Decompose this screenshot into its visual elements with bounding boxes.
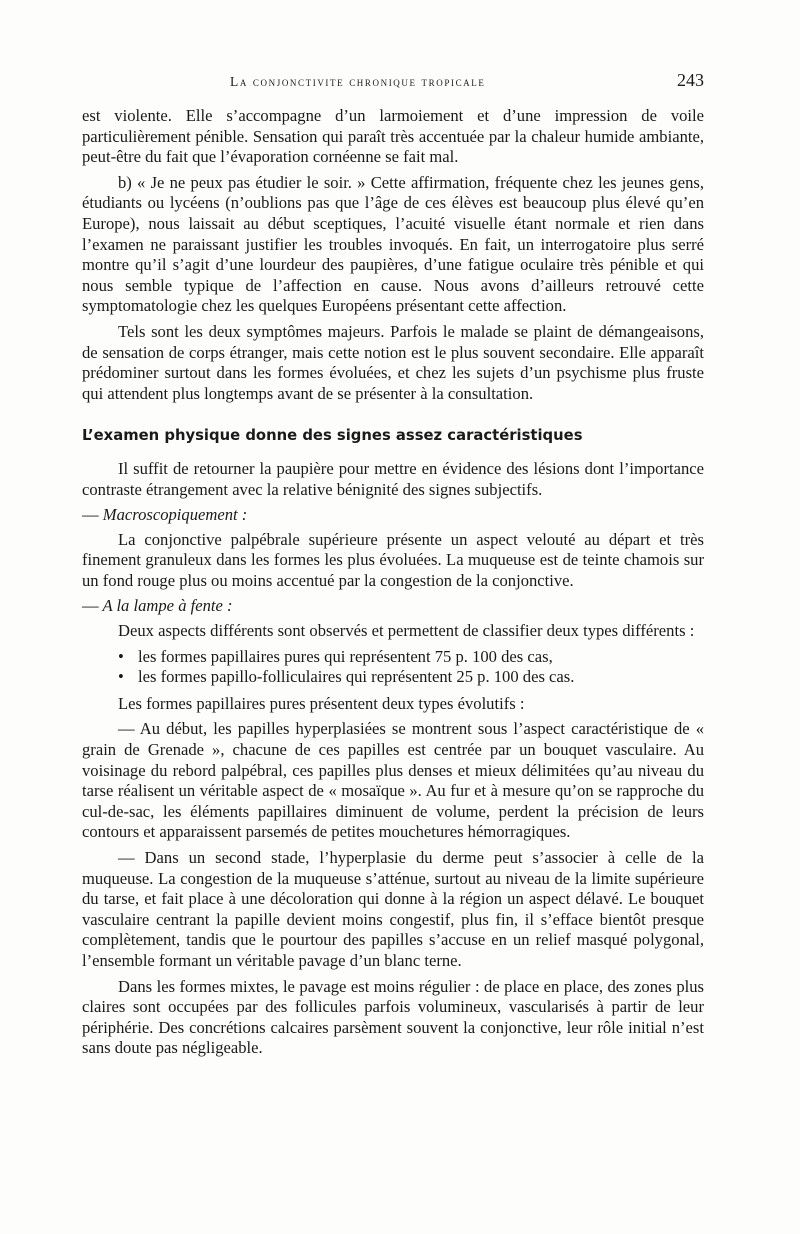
paragraph-mixed-forms: Dans les formes mixtes, le pavage est moins régulier : de place en place, des zones plus claires sont occupées par des follicules parfois volumineux, vascularisés à partir de leur périphérie. Des concrétions calcaires parsèment souvent la conjonctive, leur rôle initial n’est sans doute pas négligeable. [82, 976, 704, 1058]
running-title: La conjonctivite chronique tropicale [230, 74, 486, 89]
page-number: 243 [677, 70, 704, 90]
em-dash: — [82, 505, 99, 525]
section-heading: L’examen physique donne des signes assez caractéristiques [82, 427, 583, 445]
subhead-slit-lamp [82, 596, 704, 617]
forms-list [82, 647, 704, 688]
bullet-icon: • [118, 667, 124, 687]
subhead-slit-lamp-label: A la lampe à fente : [102, 596, 233, 616]
subhead-macroscopic-label: Macroscopiquement : [102, 505, 248, 525]
list-item [118, 667, 704, 688]
list-item-text: les formes papillaires pures qui représentent 75 p. 100 des cas, [138, 646, 553, 666]
paragraph-slit-lamp: Deux aspects différents sont observés et permettent de classifier deux types différents : [118, 621, 695, 641]
page-body [82, 106, 704, 1064]
paragraph-major-symptoms: Tels sont les deux symptômes majeurs. Parfois le malade se plaint de démangeaisons, de sensation de corps étranger, mais cette notion est le plus souvent secondaire. Elle apparaît prédominer surtout dans les formes évoluées, et chez les sujets d’un psychisme plus fruste qui attendent plus longtemps avant de se présenter à la consultation. [82, 321, 704, 403]
paragraph-exam-intro: Il suffit de retourner la paupière pour mettre en évidence des lésions dont l’importance contraste étrangement avec la relative bénignité des signes subjectifs. [82, 458, 704, 499]
paragraph-stage-two: — Dans un second stade, l’hyperplasie du derme peut s’associer à celle de la muqueuse. La congestion de la muqueuse s’atténue, surtout au niveau de la limite supérieure du tarse, et fait place à une décoloration qui donne à la région un aspect délavé. Le bouquet vasculaire centrant la papille devient moins congestif, plus fin, il s’efface bientôt presque complètement, tandis que le pourtour des papilles s’accuse en un relief masqué polygonal, l’ensemble formant un véritable pavage d’un blanc terne. [82, 848, 704, 970]
subhead-macroscopic [82, 505, 704, 526]
paragraph-continuation: est violente. Elle s’accompagne d’un larmoiement et d’une impression de voile particulièrement pénible. Sensation qui paraît très accentuée par la chaleur humide ambiante, peut-être du fait que l’évaporation cornéenne se fait mal. [82, 106, 704, 167]
paragraph-symptom-b: b) « Je ne peux pas étudier le soir. » Cette affirmation, fréquente chez les jeunes gens, étudiants ou lycéens (n’oublions pas que l’âge de ces élèves est beaucoup plus élevé qu’en Europe), nous laissait au début sceptiques, l’acuité visuelle étant normale et rien dans l’examen ne paraissant justifier les troubles invoqués. En fait, un interrogatoire plus serré montre qu’il s’agit d’une lourdeur des paupières, d’une fatigue oculaire très pénible et qui nous semble typique de l’affection en cause. Nous avons d’ailleurs retrouvé cette symptomatologie chez les quelques Européens présentant cette affection. [82, 172, 704, 316]
bullet-icon: • [118, 646, 124, 666]
list-item [118, 647, 704, 668]
page-header [82, 70, 704, 94]
list-item-text: les formes papillo-folliculaires qui représentent 25 p. 100 des cas. [138, 667, 575, 687]
em-dash: — [82, 596, 99, 616]
paragraph-stage-one: — Au début, les papilles hyperplasiées se montrent sous l’aspect caractéristique de « grain de Grenade », chacune de ces papilles est centrée par un bouquet vasculaire. Au voisinage du rebord palpébral, ces papilles plus denses et mieux délimitées qu’au niveau du tarse réalisent un véritable aspect de « mosaïque ». Au fur et à mesure qu’on se rapproche du cul-de-sac, les éléments papillaires diminuent de volume, perdent la précision de leurs contours et apparaissent parsemés de petites mouchetures hémorragiques. [82, 719, 704, 842]
paragraph-macroscopic: La conjonctive palpébrale supérieure présente un aspect velouté au départ et très finement granuleux dans les formes les plus évoluées. La muqueuse est de teinte chamois sur un fond rouge plus ou moins accentué par la congestion de la conjonctive. [82, 529, 704, 590]
paragraph-pure-forms: Les formes papillaires pures présentent deux types évolutifs : [118, 693, 525, 713]
